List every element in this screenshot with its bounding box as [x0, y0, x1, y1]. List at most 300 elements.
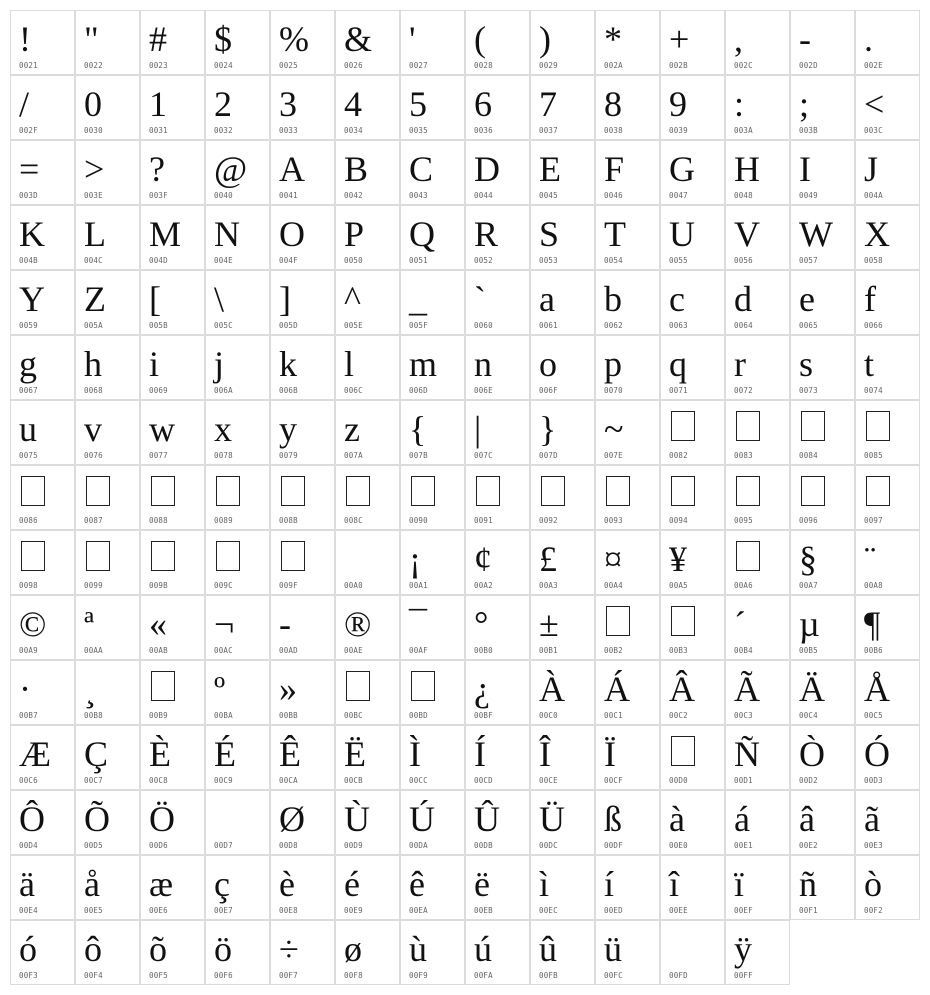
- glyph-cell: [335, 530, 400, 595]
- glyph-char: û: [539, 929, 557, 969]
- glyph-code: 0083: [734, 451, 753, 460]
- glyph-char: 3: [279, 84, 297, 124]
- glyph-code: 00F3: [19, 971, 38, 980]
- glyph-cell: [205, 205, 270, 270]
- glyph-code: 00CA: [279, 776, 298, 785]
- glyph-code: 00E5: [84, 906, 103, 915]
- glyph-char: @: [214, 149, 248, 189]
- glyph-cell: [530, 205, 595, 270]
- glyph-code: 00A5: [669, 581, 688, 590]
- glyph-code: 0024: [214, 61, 233, 70]
- glyph-char: 7: [539, 84, 557, 124]
- glyph-code: 0089: [214, 516, 233, 525]
- glyph-cell: [75, 10, 140, 75]
- glyph-cell: [660, 725, 725, 790]
- glyph-code: 00A4: [604, 581, 623, 590]
- glyph-code: 0093: [604, 516, 623, 525]
- glyph-code: 00D7: [214, 841, 233, 850]
- glyph-cell: [335, 465, 400, 530]
- glyph-cell: [790, 335, 855, 400]
- glyph-code: 004E: [214, 256, 233, 265]
- glyph-char: z: [344, 409, 360, 449]
- glyph-code: 004A: [864, 191, 883, 200]
- glyph-char: ò: [864, 864, 882, 904]
- glyph-cell: [140, 595, 205, 660]
- missing-glyph-box: [151, 671, 175, 701]
- glyph-cell: [140, 140, 205, 205]
- glyph-code: 002B: [669, 61, 688, 70]
- glyph-code: 00D9: [344, 841, 363, 850]
- glyph-code: 00E7: [214, 906, 233, 915]
- glyph-cell: [855, 140, 920, 205]
- glyph-cell: [205, 660, 270, 725]
- glyph-char: =: [19, 149, 40, 189]
- glyph-char: 5: [409, 84, 427, 124]
- glyph-char: Ñ: [734, 734, 760, 774]
- missing-glyph-box: [281, 476, 305, 506]
- glyph-cell: [140, 75, 205, 140]
- glyph-char: <: [864, 84, 885, 124]
- missing-glyph-box: [151, 476, 175, 506]
- glyph-code: 0043: [409, 191, 428, 200]
- glyph-cell: [530, 335, 595, 400]
- glyph-cell: [855, 270, 920, 335]
- glyph-code: 00B4: [734, 646, 753, 655]
- glyph-cell: [530, 920, 595, 985]
- glyph-cell: [205, 335, 270, 400]
- missing-glyph-box: [216, 541, 240, 571]
- glyph-code: 00E2: [799, 841, 818, 850]
- glyph-char: &: [344, 19, 373, 59]
- missing-glyph-box: [866, 476, 890, 506]
- glyph-cell: [790, 855, 855, 920]
- glyph-code: 00B7: [19, 711, 38, 720]
- glyph-char: ¬: [214, 604, 235, 644]
- glyph-cell: [595, 855, 660, 920]
- glyph-char: F: [604, 149, 625, 189]
- glyph-cell: [660, 10, 725, 75]
- glyph-cell: [855, 725, 920, 790]
- glyph-cell: [595, 595, 660, 660]
- glyph-char: G: [669, 149, 695, 189]
- glyph-code: 00BC: [344, 711, 363, 720]
- missing-glyph-box: [541, 476, 565, 506]
- glyph-code: 0032: [214, 126, 233, 135]
- glyph-cell: [400, 530, 465, 595]
- glyph-code: 0076: [84, 451, 103, 460]
- glyph-cell: [725, 725, 790, 790]
- glyph-cell: [10, 595, 75, 660]
- glyph-code: 0049: [799, 191, 818, 200]
- glyph-code: 00C4: [799, 711, 818, 720]
- glyph-char: 8: [604, 84, 622, 124]
- glyph-cell: [465, 530, 530, 595]
- glyph-code: 00F8: [344, 971, 363, 980]
- glyph-cell: [725, 335, 790, 400]
- glyph-code: 00EE: [669, 906, 688, 915]
- glyph-code: 0066: [864, 321, 883, 330]
- glyph-char: }: [539, 409, 557, 449]
- missing-glyph-box: [346, 671, 370, 701]
- missing-glyph-box: [86, 541, 110, 571]
- glyph-char: ¶: [864, 604, 881, 644]
- glyph-char: R: [474, 214, 499, 254]
- glyph-char: ·: [19, 669, 31, 709]
- glyph-code: 003A: [734, 126, 753, 135]
- glyph-char: º: [214, 669, 226, 709]
- glyph-cell: [465, 205, 530, 270]
- glyph-code: 005D: [279, 321, 298, 330]
- glyph-code: 00F5: [149, 971, 168, 980]
- glyph-cell: [660, 595, 725, 660]
- glyph-char: T: [604, 214, 626, 254]
- glyph-cell: [855, 465, 920, 530]
- glyph-code: 0087: [84, 516, 103, 525]
- glyph-cell: [75, 790, 140, 855]
- glyph-char: j: [214, 344, 225, 384]
- glyph-char: ê: [409, 864, 425, 904]
- glyph-cell: [270, 205, 335, 270]
- glyph-cell: [140, 725, 205, 790]
- glyph-cell: [75, 855, 140, 920]
- glyph-code: 0058: [864, 256, 883, 265]
- glyph-cell: [335, 595, 400, 660]
- glyph-cell: [855, 400, 920, 465]
- glyph-cell: [205, 270, 270, 335]
- glyph-code: 0085: [864, 451, 883, 460]
- glyph-code: 00A2: [474, 581, 493, 590]
- glyph-cell: [270, 920, 335, 985]
- glyph-char: -: [279, 604, 291, 644]
- glyph-code: 006C: [344, 386, 363, 395]
- glyph-char: Î: [539, 734, 551, 774]
- glyph-char: Ë: [344, 734, 366, 774]
- glyph-char: Â: [669, 669, 695, 709]
- glyph-cell: [270, 725, 335, 790]
- glyph-char: ª: [84, 604, 94, 644]
- glyph-code: 00EF: [734, 906, 753, 915]
- missing-glyph-box: [216, 476, 240, 506]
- glyph-char: ÿ: [734, 929, 752, 969]
- glyph-cell: [660, 465, 725, 530]
- glyph-char: %: [279, 19, 309, 59]
- glyph-char: ö: [214, 929, 232, 969]
- glyph-cell: [725, 660, 790, 725]
- glyph-char: L: [84, 214, 106, 254]
- glyph-code: 0099: [84, 581, 103, 590]
- glyph-char: ): [539, 19, 551, 59]
- glyph-code: 00A6: [734, 581, 753, 590]
- glyph-char: ¿: [474, 669, 490, 709]
- glyph-cell: [790, 660, 855, 725]
- glyph-cell: [75, 920, 140, 985]
- glyph-cell: [530, 10, 595, 75]
- glyph-code: 0073: [799, 386, 818, 395]
- glyph-code: 0096: [799, 516, 818, 525]
- glyph-cell: [790, 270, 855, 335]
- glyph-code: 003D: [19, 191, 38, 200]
- glyph-cell: [465, 660, 530, 725]
- glyph-char: Ö: [149, 799, 175, 839]
- glyph-code: 00F4: [84, 971, 103, 980]
- glyph-char: 0: [84, 84, 102, 124]
- glyph-cell: [530, 530, 595, 595]
- missing-glyph-box: [671, 411, 695, 441]
- glyph-cell: [660, 855, 725, 920]
- glyph-char: »: [279, 669, 297, 709]
- glyph-cell: [140, 270, 205, 335]
- glyph-char: b: [604, 279, 622, 319]
- missing-glyph-box: [671, 476, 695, 506]
- glyph-code: 00E4: [19, 906, 38, 915]
- glyph-code: 0026: [344, 61, 363, 70]
- glyph-cell: [530, 270, 595, 335]
- glyph-char: +: [669, 19, 690, 59]
- glyph-char: ß: [604, 799, 622, 839]
- glyph-char: A: [279, 149, 305, 189]
- glyph-char: °: [474, 604, 489, 644]
- glyph-char: .: [864, 19, 873, 59]
- glyph-char: c: [669, 279, 685, 319]
- glyph-char: X: [864, 214, 890, 254]
- glyph-code: 0064: [734, 321, 753, 330]
- glyph-cell: [790, 465, 855, 530]
- glyph-char: *: [604, 19, 622, 59]
- missing-glyph-box: [476, 476, 500, 506]
- glyph-char: ¸: [84, 669, 96, 709]
- glyph-char: r: [734, 344, 746, 384]
- glyph-char: ¯: [409, 604, 427, 644]
- glyph-cell: [205, 465, 270, 530]
- glyph-char: B: [344, 149, 369, 189]
- glyph-char: Z: [84, 279, 106, 319]
- glyph-char: ¢: [474, 539, 492, 579]
- glyph-cell: [725, 530, 790, 595]
- glyph-char: M: [149, 214, 182, 254]
- glyph-char: ã: [864, 799, 880, 839]
- glyph-code: 00E3: [864, 841, 883, 850]
- glyph-code: 0037: [539, 126, 558, 135]
- glyph-cell: [400, 335, 465, 400]
- glyph-code: 00AB: [149, 646, 168, 655]
- glyph-code: 0053: [539, 256, 558, 265]
- glyph-code: 00D8: [279, 841, 298, 850]
- glyph-code: 00C8: [149, 776, 168, 785]
- glyph-code: 00AD: [279, 646, 298, 655]
- missing-glyph-box: [866, 411, 890, 441]
- glyph-char: [: [149, 279, 161, 319]
- glyph-cell: [595, 335, 660, 400]
- glyph-char: 9: [669, 84, 687, 124]
- glyph-cell: [140, 660, 205, 725]
- glyph-cell: [465, 335, 530, 400]
- missing-glyph-box: [736, 541, 760, 571]
- glyph-char: O: [279, 214, 305, 254]
- glyph-code: 00F6: [214, 971, 233, 980]
- glyph-char: ù: [409, 929, 427, 969]
- glyph-code: 004F: [279, 256, 298, 265]
- glyph-cell: [465, 595, 530, 660]
- glyph-cell: [530, 400, 595, 465]
- glyph-code: 00CF: [604, 776, 623, 785]
- glyph-char: v: [84, 409, 102, 449]
- glyph-char: æ: [149, 864, 174, 904]
- glyph-code: 0092: [539, 516, 558, 525]
- glyph-char: S: [539, 214, 560, 254]
- glyph-code: 0039: [669, 126, 688, 135]
- glyph-char: Ù: [344, 799, 370, 839]
- missing-glyph-box: [21, 541, 45, 571]
- glyph-code: 003B: [799, 126, 818, 135]
- glyph-code: 0068: [84, 386, 103, 395]
- glyph-code: 00AA: [84, 646, 103, 655]
- missing-glyph-box: [606, 476, 630, 506]
- glyph-cell: [270, 855, 335, 920]
- glyph-cell: [855, 205, 920, 270]
- glyph-code: 00C9: [214, 776, 233, 785]
- glyph-code: 00D6: [149, 841, 168, 850]
- glyph-code: 00E8: [279, 906, 298, 915]
- glyph-cell: [335, 140, 400, 205]
- missing-glyph-box: [411, 476, 435, 506]
- glyph-cell: [75, 205, 140, 270]
- glyph-char: |: [474, 409, 482, 449]
- glyph-code: 00CE: [539, 776, 558, 785]
- glyph-cell: [205, 75, 270, 140]
- glyph-char: Ç: [84, 734, 109, 774]
- glyph-cell: [595, 140, 660, 205]
- glyph-char: ±: [539, 604, 559, 644]
- glyph-cell: [595, 530, 660, 595]
- glyph-char: Æ: [19, 734, 52, 774]
- glyph-char: J: [864, 149, 879, 189]
- glyph-cell: [400, 140, 465, 205]
- glyph-char: W: [799, 214, 833, 254]
- glyph-cell: [595, 75, 660, 140]
- glyph-char: ¡: [409, 539, 421, 579]
- glyph-code: 0088: [149, 516, 168, 525]
- glyph-cell: [660, 400, 725, 465]
- glyph-char: µ: [799, 604, 820, 644]
- glyph-code: 00B0: [474, 646, 493, 655]
- glyph-code: 00C5: [864, 711, 883, 720]
- glyph-cell: [595, 790, 660, 855]
- missing-glyph-box: [151, 541, 175, 571]
- glyph-cell: [335, 725, 400, 790]
- glyph-code: 00FB: [539, 971, 558, 980]
- glyph-cell: [205, 400, 270, 465]
- glyph-cell: [10, 335, 75, 400]
- glyph-code: 004B: [19, 256, 38, 265]
- glyph-char: a: [539, 279, 555, 319]
- glyph-char: ]: [279, 279, 291, 319]
- glyph-cell: [855, 855, 920, 920]
- glyph-cell: [595, 920, 660, 985]
- glyph-char: V: [734, 214, 760, 254]
- glyph-code: 007D: [539, 451, 558, 460]
- glyph-cell: [465, 270, 530, 335]
- glyph-cell: [75, 530, 140, 595]
- glyph-cell: [400, 790, 465, 855]
- glyph-cell: [465, 140, 530, 205]
- glyph-code: 0029: [539, 61, 558, 70]
- glyph-char: Í: [474, 734, 486, 774]
- glyph-char: /: [19, 84, 30, 124]
- glyph-code: 0022: [84, 61, 103, 70]
- glyph-char: ´: [734, 604, 746, 644]
- glyph-code: 00DF: [604, 841, 623, 850]
- glyph-cell: [10, 75, 75, 140]
- glyph-char: ç: [214, 864, 230, 904]
- glyph-char: ;: [799, 84, 810, 124]
- glyph-cell: [10, 140, 75, 205]
- glyph-cell: [790, 205, 855, 270]
- glyph-code: 0035: [409, 126, 428, 135]
- missing-glyph-box: [671, 736, 695, 766]
- glyph-char: ô: [84, 929, 102, 969]
- glyph-code: 00E9: [344, 906, 363, 915]
- glyph-code: 0075: [19, 451, 38, 460]
- missing-glyph-box: [346, 476, 370, 506]
- glyph-char: P: [344, 214, 365, 254]
- glyph-char: !: [19, 19, 31, 59]
- glyph-code: 003E: [84, 191, 103, 200]
- glyph-char: n: [474, 344, 492, 384]
- glyph-char: 6: [474, 84, 492, 124]
- glyph-cell: [10, 205, 75, 270]
- glyph-code: 00EB: [474, 906, 493, 915]
- glyph-code: 006D: [409, 386, 428, 395]
- glyph-code: 0045: [539, 191, 558, 200]
- glyph-cell: [595, 725, 660, 790]
- glyph-char: £: [539, 539, 557, 579]
- glyph-code: 0041: [279, 191, 298, 200]
- glyph-code: 0094: [669, 516, 688, 525]
- glyph-char: 4: [344, 84, 362, 124]
- glyph-char: å: [84, 864, 100, 904]
- glyph-char: Y: [19, 279, 45, 319]
- glyph-cell: [855, 595, 920, 660]
- glyph-cell: [465, 725, 530, 790]
- glyph-code: 00BB: [279, 711, 298, 720]
- glyph-char: i: [149, 344, 160, 384]
- glyph-cell: [75, 660, 140, 725]
- glyph-cell: [10, 790, 75, 855]
- glyph-cell: [10, 270, 75, 335]
- glyph-cell: [75, 465, 140, 530]
- glyph-cell: [335, 855, 400, 920]
- glyph-code: 00FD: [669, 971, 688, 980]
- glyph-cell: [205, 855, 270, 920]
- glyph-char: h: [84, 344, 102, 384]
- glyph-char: Ú: [409, 799, 435, 839]
- glyph-cell: [595, 465, 660, 530]
- glyph-code: 009C: [214, 581, 233, 590]
- glyph-char: x: [214, 409, 232, 449]
- glyph-code: 005F: [409, 321, 428, 330]
- glyph-code: 0046: [604, 191, 623, 200]
- glyph-cell: [140, 335, 205, 400]
- glyph-cell: [725, 465, 790, 530]
- glyph-code: 00C2: [669, 711, 688, 720]
- glyph-char: ó: [19, 929, 37, 969]
- glyph-char: â: [799, 799, 815, 839]
- glyph-code: 005E: [344, 321, 363, 330]
- glyph-code: 00C3: [734, 711, 753, 720]
- glyph-char: Ó: [864, 734, 890, 774]
- glyph-code: 0063: [669, 321, 688, 330]
- glyph-cell: [205, 530, 270, 595]
